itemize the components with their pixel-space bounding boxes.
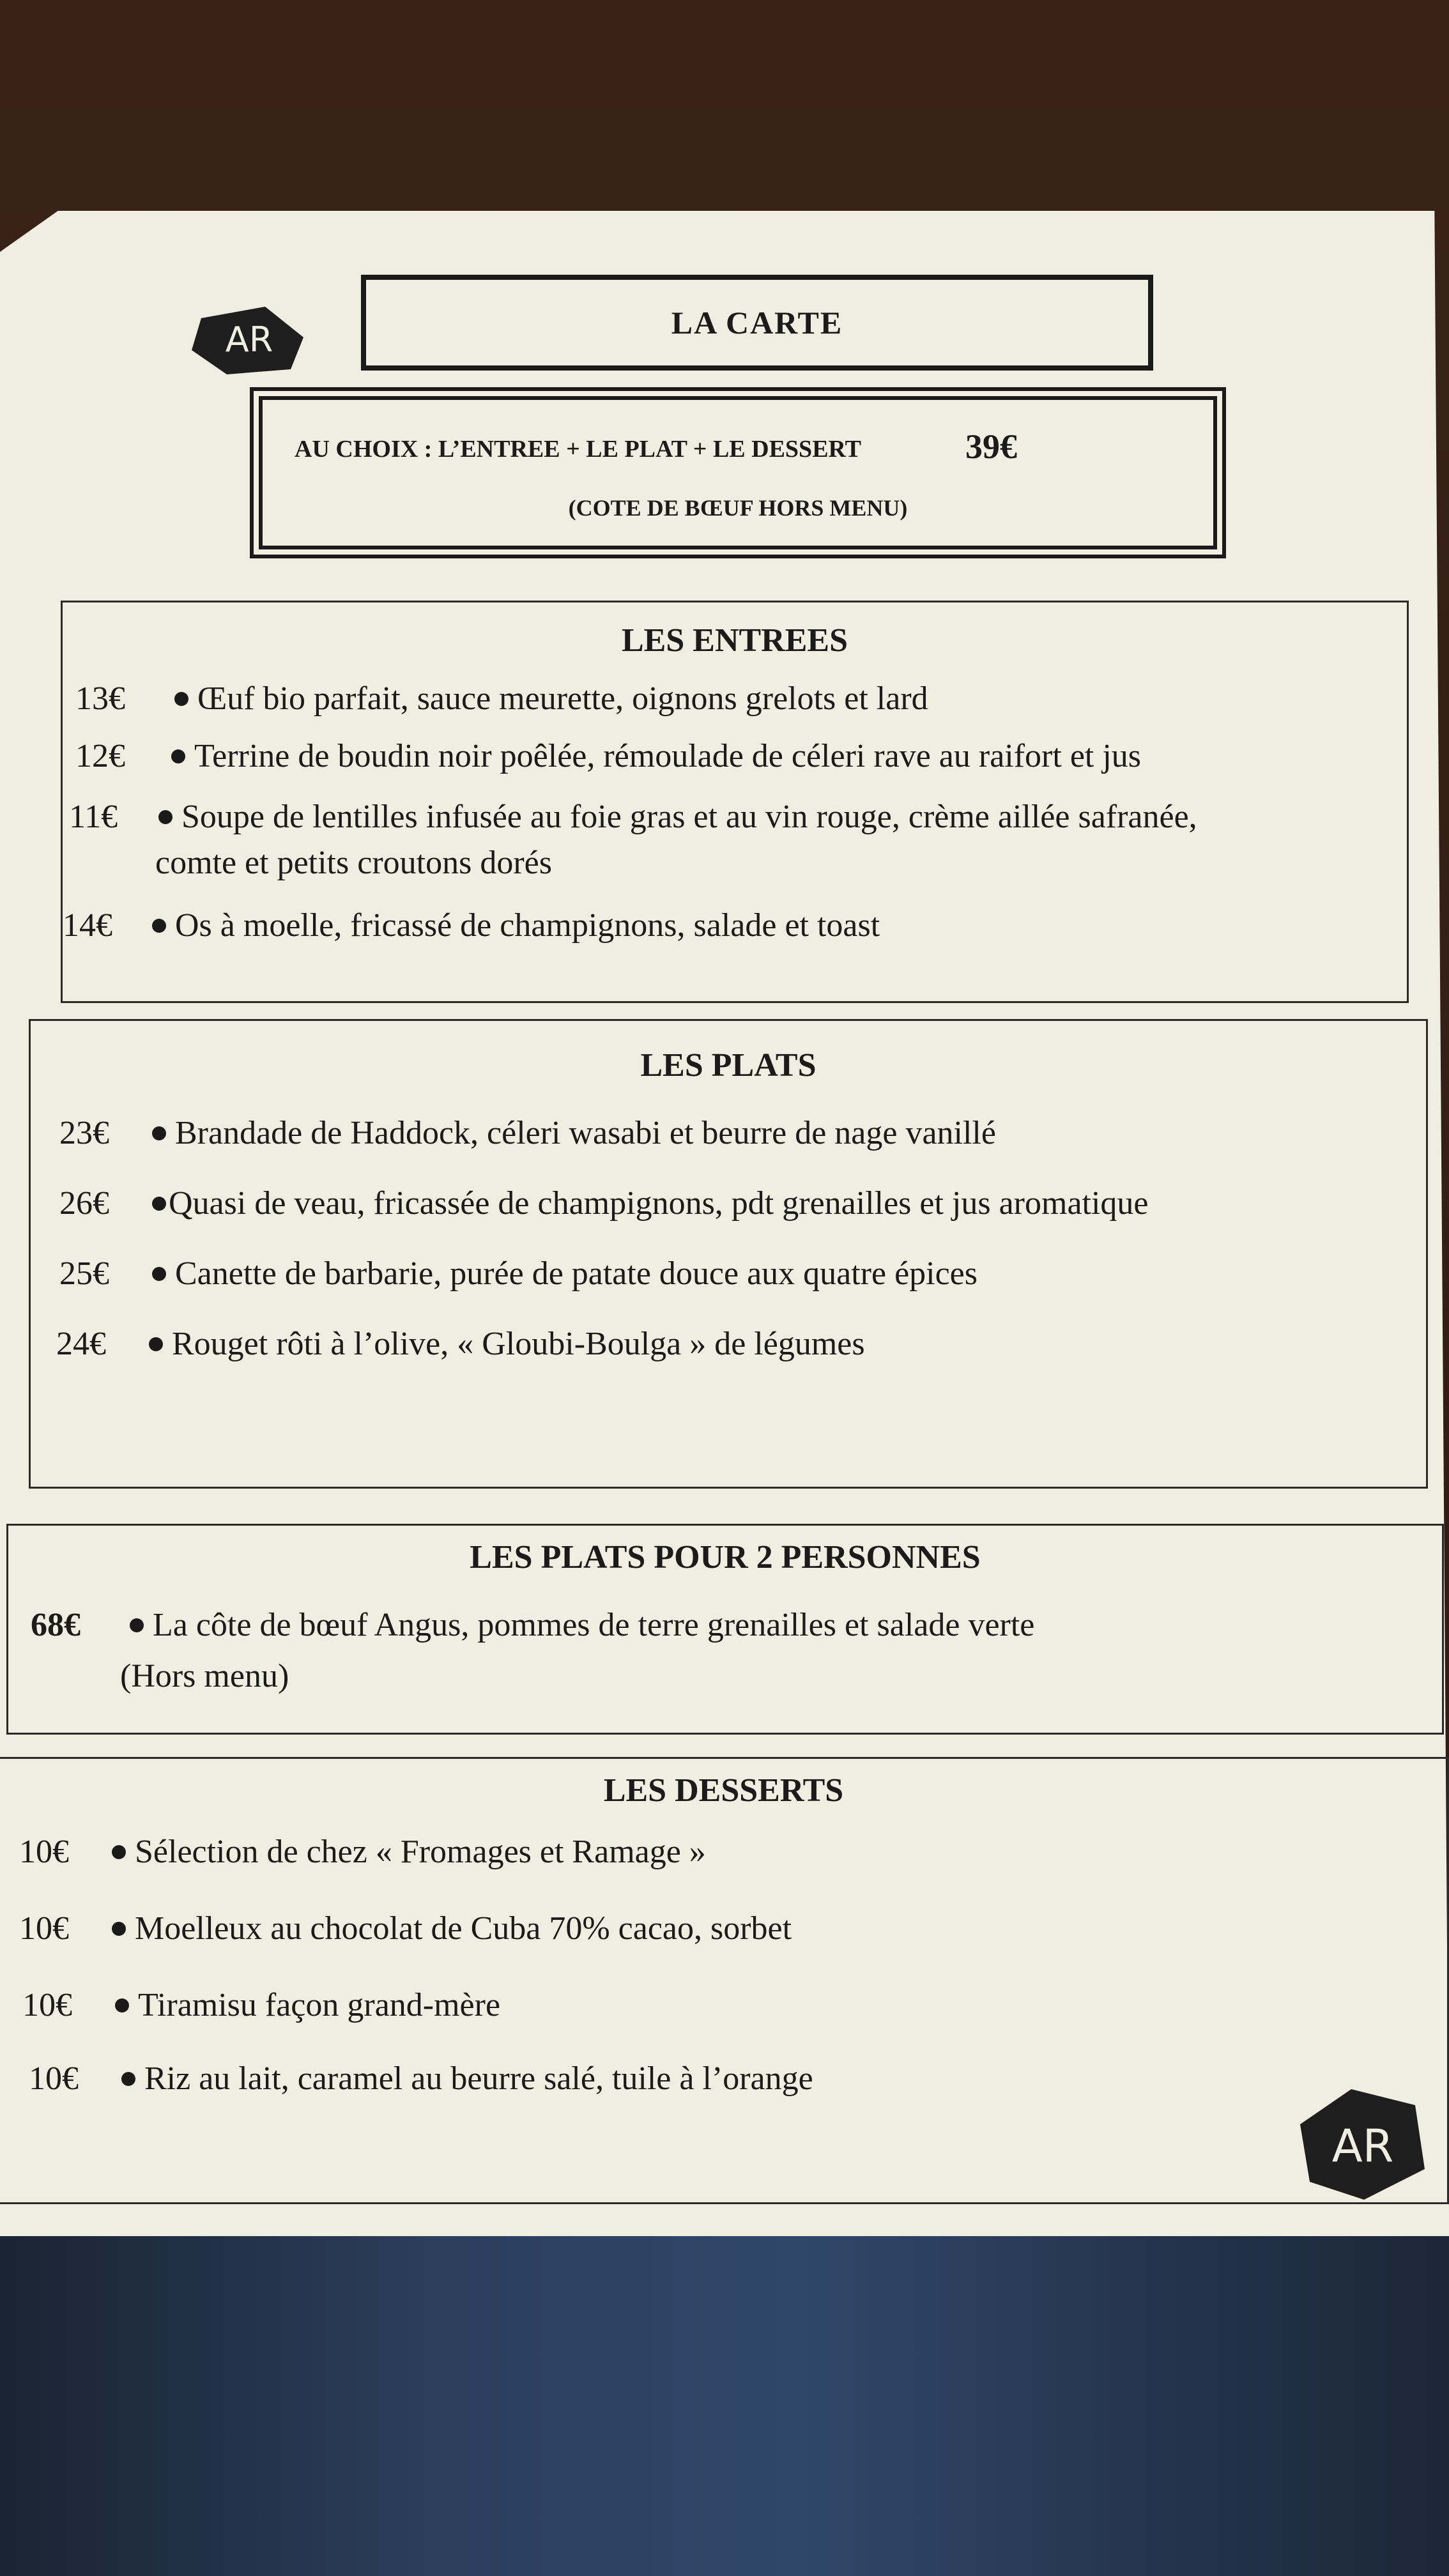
background-jeans bbox=[0, 2236, 1449, 2576]
section-plats bbox=[29, 1019, 1428, 1489]
section-heading: LES PLATS POUR 2 PERSONNES bbox=[470, 1539, 981, 1575]
item-price: 26€ bbox=[59, 1185, 109, 1222]
svg-text:AR: AR bbox=[1331, 2120, 1394, 2172]
bullet-icon bbox=[149, 1337, 163, 1351]
item-price: 10€ bbox=[19, 1834, 69, 1870]
item-description-continued: (Hors menu) bbox=[120, 1658, 289, 1694]
item-description: Brandade de Haddock, céleri wasabi et beurre de nage vanillé bbox=[175, 1115, 996, 1151]
section-heading: LES DESSERTS bbox=[603, 1772, 844, 1809]
offer-description: AU CHOIX : L’ENTREE + LE PLAT + LE DESSERT bbox=[295, 436, 861, 463]
item-description: La côte de bœuf Angus, pommes de terre grenailles et salade verte bbox=[153, 1607, 1035, 1643]
bullet-icon bbox=[174, 692, 188, 706]
item-description: Os à moelle, fricassé de champignons, salade et toast bbox=[175, 907, 880, 944]
item-description: Riz au lait, caramel au beurre salé, tuile à l’orange bbox=[144, 2060, 813, 2097]
section-entrees bbox=[61, 601, 1409, 1003]
item-description: Rouget rôti à l’olive, « Gloubi-Boulga » de légumes bbox=[172, 1326, 865, 1362]
item-price: 25€ bbox=[59, 1255, 109, 1292]
bullet-icon bbox=[112, 1845, 126, 1859]
item-description: Quasi de veau, fricassée de champignons, pdt grenailles et jus aromatique bbox=[169, 1185, 1149, 1222]
bullet-icon bbox=[152, 1267, 166, 1281]
set-menu-offer bbox=[259, 396, 1217, 549]
bullet-icon bbox=[158, 810, 172, 824]
bullet-icon bbox=[115, 1998, 129, 2012]
item-price: 10€ bbox=[29, 2060, 79, 2097]
ar-logo-bottom bbox=[1294, 2086, 1428, 2201]
item-description: Moelleux au chocolat de Cuba 70% cacao, sorbet bbox=[135, 1910, 792, 1947]
item-description: Sélection de chez « Fromages et Ramage » bbox=[135, 1834, 706, 1870]
bullet-icon bbox=[112, 1922, 126, 1936]
item-price: 10€ bbox=[19, 1910, 69, 1947]
bullet-icon bbox=[152, 919, 166, 933]
item-description: Tiramisu façon grand-mère bbox=[138, 1987, 501, 2023]
item-price: 24€ bbox=[56, 1326, 106, 1362]
bullet-icon bbox=[152, 1197, 166, 1211]
item-price: 68€ bbox=[31, 1607, 80, 1643]
item-description: Terrine de boudin noir poêlée, rémoulade de céleri rave au raifort et jus bbox=[194, 738, 1142, 774]
item-price: 14€ bbox=[63, 907, 112, 944]
menu-title: LA CARTE bbox=[361, 275, 1153, 371]
section-heading: LES ENTREES bbox=[621, 622, 848, 659]
item-price: 23€ bbox=[59, 1115, 109, 1151]
svg-text:AR: AR bbox=[225, 319, 273, 360]
item-description-continued: comte et petits croutons dorés bbox=[155, 845, 552, 881]
item-description: Soupe de lentilles infusée au foie gras et au vin rouge, crème aillée safranée, bbox=[181, 799, 1197, 835]
section-plats-2-personnes bbox=[6, 1524, 1444, 1735]
item-price: 10€ bbox=[22, 1987, 72, 2023]
item-price: 12€ bbox=[75, 738, 125, 774]
item-price: 13€ bbox=[75, 680, 125, 717]
bullet-icon bbox=[121, 2072, 135, 2086]
item-description: Œuf bio parfait, sauce meurette, oignons grelots et lard bbox=[197, 680, 928, 717]
offer-note: (COTE DE BŒUF HORS MENU) bbox=[568, 495, 908, 521]
section-desserts bbox=[0, 1757, 1449, 2204]
bullet-icon bbox=[171, 749, 185, 763]
bullet-icon bbox=[130, 1618, 144, 1632]
offer-price: 39€ bbox=[965, 427, 1017, 466]
section-heading: LES PLATS bbox=[640, 1047, 816, 1084]
item-description: Canette de barbarie, purée de patate douce aux quatre épices bbox=[175, 1255, 977, 1292]
ar-logo-top bbox=[188, 305, 310, 376]
item-price: 11€ bbox=[69, 799, 118, 835]
bullet-icon bbox=[152, 1126, 166, 1140]
